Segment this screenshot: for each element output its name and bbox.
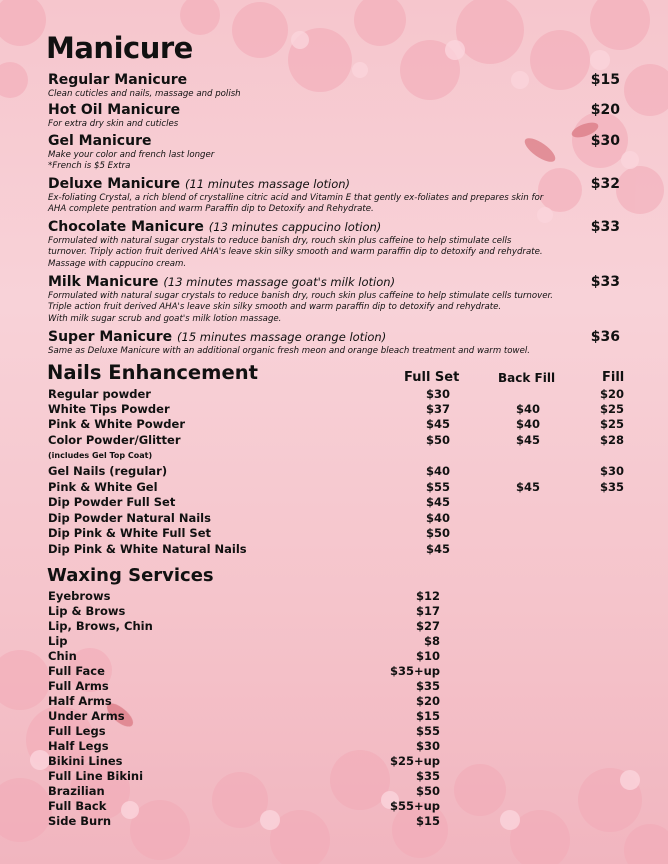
- service-price: $32: [590, 176, 620, 192]
- price: $35: [415, 679, 440, 693]
- price-fill: $25: [599, 402, 624, 416]
- price-full-set: $30: [425, 387, 450, 401]
- table-row: [48, 814, 638, 829]
- table-row: [48, 387, 638, 402]
- item-name: Half Legs: [48, 739, 109, 753]
- price-back-fill: $40: [515, 417, 540, 431]
- price-full-set: $50: [425, 433, 450, 447]
- table-row: [48, 724, 638, 739]
- service-name: Super Manicure (15 minutes massage orange lotion): [48, 329, 387, 345]
- price-fill: $35: [599, 480, 624, 494]
- manicure-title: Manicure: [46, 31, 193, 65]
- price: $25+up: [389, 754, 440, 768]
- service-name: Milk Manicure (13 minutes massage goat's milk lotion): [48, 274, 396, 290]
- service-hot-oil-manicure: [48, 102, 638, 130]
- item-name: Full Face: [48, 664, 105, 678]
- table-row: [48, 511, 638, 526]
- service-deluxe-manicure: [48, 176, 638, 216]
- table-row: [48, 542, 638, 557]
- item-name: Dip Pink & White Natural Nails: [48, 542, 247, 556]
- nails-enhancement-title: Nails Enhancement: [47, 361, 258, 384]
- service-description: Make your color and french last longer: [48, 150, 215, 160]
- service-price: $33: [590, 219, 620, 235]
- service-description: Clean cuticles and nails, massage and polish: [48, 89, 241, 99]
- item-name: Brazilian: [48, 784, 105, 798]
- service-super-manicure: [48, 329, 638, 357]
- service-description: Massage with cappucino cream.: [48, 258, 187, 269]
- item-name: Lip, Brows, Chin: [48, 619, 153, 633]
- waxing-services-title: Waxing Services: [47, 565, 214, 586]
- item-name: Dip Powder Natural Nails: [48, 511, 211, 525]
- price: $15: [415, 814, 440, 828]
- price-full-set: $50: [425, 526, 450, 540]
- price: $35+up: [389, 664, 440, 678]
- column-header-back-fill: Back Fill: [498, 371, 556, 385]
- price-full-set: $40: [425, 464, 450, 478]
- price-full-set: $40: [425, 511, 450, 525]
- item-name: White Tips Powder: [48, 402, 170, 416]
- service-description: Formulated with natural sugar crystals to reduce banish dry, rouch skin plus caffeine to help stimulate cells: [48, 236, 512, 246]
- item-name: Chin: [48, 649, 77, 663]
- table-row: [48, 754, 638, 769]
- service-price: $15: [590, 72, 620, 88]
- price-fill: $28: [599, 433, 624, 447]
- price-full-set: $37: [425, 402, 450, 416]
- table-row: [48, 619, 638, 634]
- service-price: $30: [590, 133, 620, 149]
- price: $17: [415, 604, 440, 618]
- item-name: Side Burn: [48, 814, 112, 828]
- column-header-full-set: Full Set: [404, 370, 460, 385]
- table-row: [48, 464, 638, 479]
- item-name: Gel Nails (regular): [48, 464, 168, 478]
- table-row: [48, 769, 638, 784]
- service-description: Same as Deluxe Manicure with an additional organic fresh meon and orange bleach treatment and warm towel.: [48, 346, 530, 356]
- table-row: [48, 664, 638, 679]
- service-note: (11 minutes massage lotion): [184, 177, 351, 191]
- service-price: $33: [590, 274, 620, 290]
- service-regular-manicure: [48, 72, 638, 100]
- service-description: Ex-foliating Crystal, a rich blend of crystalline citric acid and Vitamin E that gently ex-foliates and prepares skin for: [48, 193, 544, 203]
- service-description: For extra dry skin and cuticles: [48, 119, 179, 129]
- service-note: (13 minutes cappucino lotion): [208, 220, 382, 234]
- item-name: Lip: [48, 634, 68, 648]
- price: $15: [415, 709, 440, 723]
- item-name: Full Line Bikini: [48, 769, 144, 783]
- table-row: [48, 402, 638, 417]
- price: $12: [415, 589, 440, 603]
- price: $55: [415, 724, 440, 738]
- price-fill: $25: [599, 417, 624, 431]
- service-milk-manicure: [48, 274, 638, 325]
- service-description: Formulated with natural sugar crystals to reduce banish dry, rouch skin plus caffeine to help stimulate cells turnover.: [48, 291, 553, 301]
- item-name: Dip Pink & White Full Set: [48, 526, 212, 540]
- item-name: Full Legs: [48, 724, 106, 738]
- service-note: (15 minutes massage orange lotion): [177, 330, 387, 344]
- item-name: Pink & White Gel: [48, 480, 158, 494]
- table-row: [48, 480, 638, 495]
- table-row: [48, 589, 638, 604]
- item-name: Bikini Lines: [48, 754, 123, 768]
- table-row: [48, 799, 638, 814]
- price-back-fill: $40: [515, 402, 540, 416]
- item-name: Eyebrows: [48, 589, 111, 603]
- price: $50: [415, 784, 440, 798]
- price: $20: [415, 694, 440, 708]
- gel-top-coat-note: (includes Gel Top Coat): [48, 451, 153, 460]
- service-price: $20: [590, 102, 620, 118]
- price: $35: [415, 769, 440, 783]
- table-row: [48, 679, 638, 694]
- price-full-set: $45: [425, 417, 450, 431]
- service-name: Gel Manicure: [48, 133, 152, 149]
- service-name: Deluxe Manicure (11 minutes massage lotion): [48, 176, 351, 192]
- price: $10: [415, 649, 440, 663]
- price-fill: $20: [599, 387, 624, 401]
- item-name: Color Powder/Glitter: [48, 433, 181, 447]
- service-description: With milk sugar scrub and goat's milk lotion massage.: [48, 313, 282, 324]
- price-full-set: $45: [425, 542, 450, 556]
- item-name: Lip & Brows: [48, 604, 126, 618]
- item-name: Full Arms: [48, 679, 109, 693]
- service-name: Chocolate Manicure (13 minutes cappucino lotion): [48, 219, 382, 235]
- service-name: Hot Oil Manicure: [48, 102, 181, 118]
- service-name: Regular Manicure: [48, 72, 188, 88]
- service-chocolate-manicure: [48, 219, 638, 270]
- price-full-set: $55: [425, 480, 450, 494]
- item-name: Full Back: [48, 799, 107, 813]
- price: $30: [415, 739, 440, 753]
- service-description: turnover. Triply action fruit derived AHA's leave skin silky smooth and warm paraffin dip to detoxify and rehydrate.: [48, 247, 543, 258]
- price-back-fill: $45: [515, 433, 540, 447]
- service-gel-manicure: [48, 133, 638, 173]
- price: $55+up: [389, 799, 440, 813]
- service-description: Triple action fruit derived AHA's leave skin silky smooth and warm paraffin dip to detoxify and rehydrate.: [48, 302, 502, 313]
- item-name: Dip Powder Full Set: [48, 495, 176, 509]
- table-row: [48, 495, 638, 510]
- service-price: $36: [590, 329, 620, 345]
- table-row: [48, 709, 638, 724]
- service-description: *French is $5 Extra: [48, 161, 131, 172]
- table-row: [48, 433, 638, 448]
- table-row: [48, 526, 638, 541]
- price: $27: [415, 619, 440, 633]
- item-name: Under Arms: [48, 709, 125, 723]
- table-row: [48, 784, 638, 799]
- item-name: Half Arms: [48, 694, 112, 708]
- price-back-fill: $45: [515, 480, 540, 494]
- service-description: AHA complete pentration and warm Paraffin dip to Detoxify and Rehydrate.: [48, 204, 374, 215]
- table-row: [48, 634, 638, 649]
- price-full-set: $45: [425, 495, 450, 509]
- column-header-fill: Fill: [602, 370, 625, 385]
- table-row: [48, 604, 638, 619]
- service-note: (13 minutes massage goat's milk lotion): [163, 275, 396, 289]
- item-name: Pink & White Powder: [48, 417, 186, 431]
- table-row: [48, 739, 638, 754]
- table-row: [48, 649, 638, 664]
- item-name: Regular powder: [48, 387, 151, 401]
- table-row: [48, 694, 638, 709]
- price-fill: $30: [599, 464, 624, 478]
- price: $8: [423, 634, 440, 648]
- table-row: [48, 417, 638, 432]
